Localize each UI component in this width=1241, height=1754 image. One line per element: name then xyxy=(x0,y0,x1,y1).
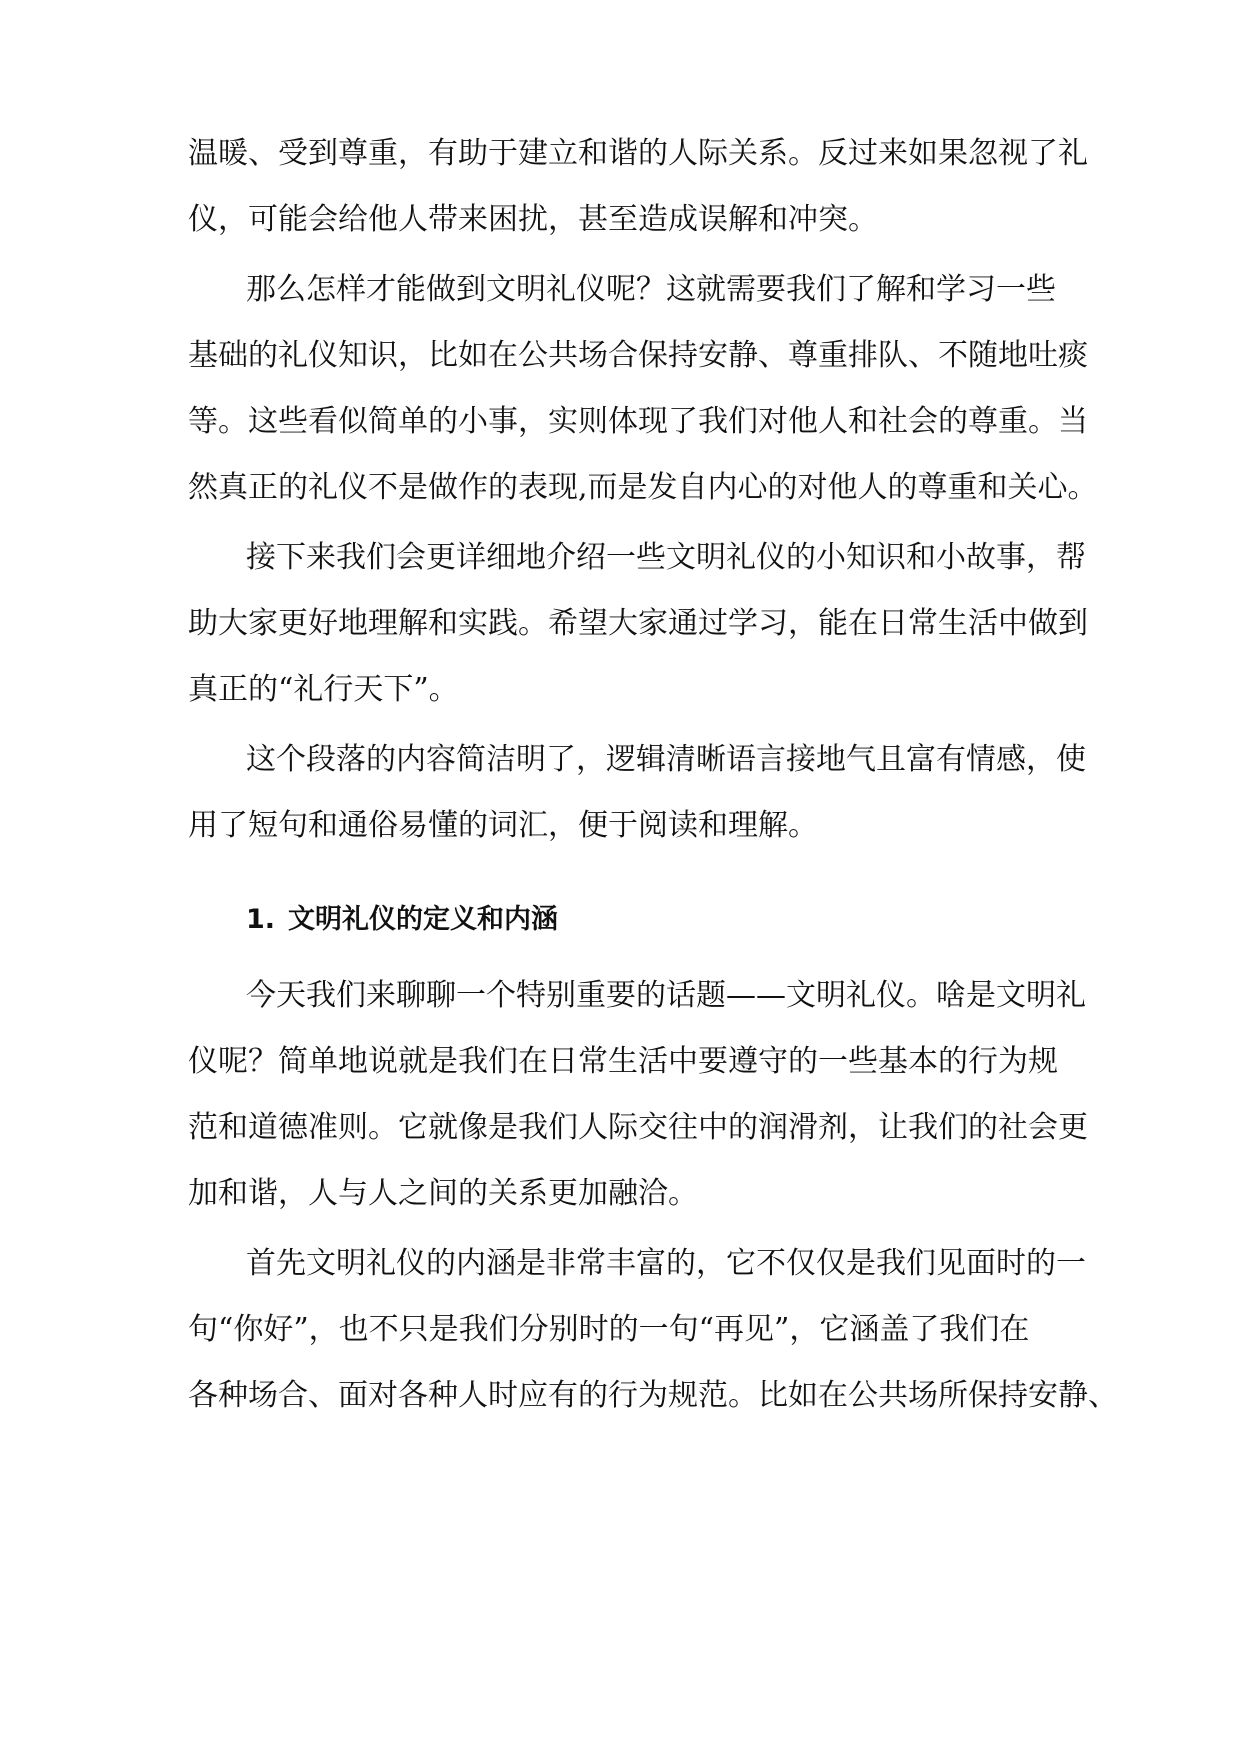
text-line: 接下来我们会更详细地介绍一些文明礼仪的小知识和小故事，帮 xyxy=(246,540,1086,575)
text-line: 真正的“礼行天下”。 xyxy=(188,672,459,707)
text-line: 基础的礼仪知识，比如在公共场合保持安静、尊重排队、不随地吐痰 xyxy=(188,338,1088,373)
text-line: 各种场合、面对各种人时应有的行为规范。比如在公共场所保持安静、 xyxy=(188,1378,1118,1413)
text-line: 助大家更好地理解和实践。希望大家通过学习，能在日常生活中做到 xyxy=(188,606,1088,641)
section-heading-title: 文明礼仪的定义和内涵 xyxy=(288,904,558,935)
text-line: 句“你好”，也不只是我们分别时的一句“再见”，它涵盖了我们在 xyxy=(188,1312,1030,1347)
text-line: 温暖、受到尊重，有助于建立和谐的人际关系。反过来如果忽视了礼 xyxy=(188,136,1088,171)
text-line: 等。这些看似简单的小事，实则体现了我们对他人和社会的尊重。当 xyxy=(188,404,1088,439)
text-line: 这个段落的内容简洁明了，逻辑清晰语言接地气且富有情感，使 xyxy=(246,742,1086,777)
text-line: 范和道德准则。它就像是我们人际交往中的润滑剂，让我们的社会更 xyxy=(188,1110,1088,1145)
section-heading-number: 1. xyxy=(246,904,276,935)
text-line: 仪，可能会给他人带来困扰，甚至造成误解和冲突。 xyxy=(188,202,878,237)
text-line: 加和谐，人与人之间的关系更加融洽。 xyxy=(188,1176,698,1211)
text-line: 今天我们来聊聊一个特别重要的话题——文明礼仪。啥是文明礼 xyxy=(246,978,1086,1013)
section-heading xyxy=(246,898,1068,942)
text-line: 仪呢？简单地说就是我们在日常生活中要遵守的一些基本的行为规 xyxy=(188,1044,1058,1079)
text-line: 首先文明礼仪的内涵是非常丰富的，它不仅仅是我们见面时的一 xyxy=(246,1246,1086,1281)
text-line: 用了短句和通俗易懂的词汇，便于阅读和理解。 xyxy=(188,808,818,843)
text-line: 然真正的礼仪不是做作的表现,而是发自内心的对他人的尊重和关心。 xyxy=(188,470,1098,505)
text-line: 那么怎样才能做到文明礼仪呢？这就需要我们了解和学习一些 xyxy=(246,272,1056,307)
